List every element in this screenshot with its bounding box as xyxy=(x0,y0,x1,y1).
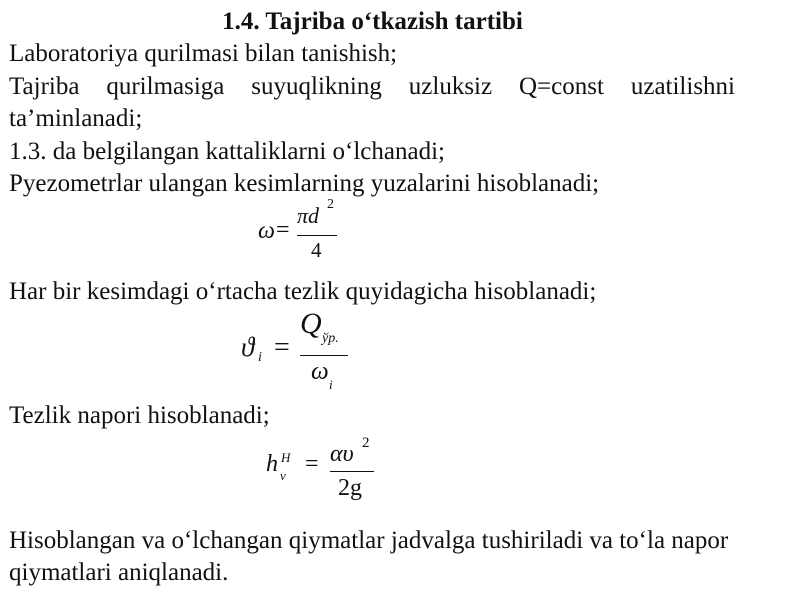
step-line-9: qiymatlari aniqlanadi. xyxy=(9,559,229,586)
head-formula-lhs-subscript: ν xyxy=(280,468,286,483)
area-formula-numerator: πd xyxy=(297,203,320,228)
velocity-formula-denominator: ω xyxy=(311,358,329,385)
step-line-7: Tezlik napori hisoblanadi; xyxy=(9,402,270,429)
area-formula-lhs: ω xyxy=(258,218,275,244)
head-formula-fraction-bar xyxy=(330,471,374,472)
area-formula-fraction-bar xyxy=(297,235,337,236)
step-line-2: Tajriba qurilmasiga suyuqlikning uzluksiz Q=const uzatilishni xyxy=(9,73,735,100)
step-line-4: 1.3. da belgilangan kattaliklarni o‘lchanadi; xyxy=(9,138,445,165)
step-line-8: Hisoblangan va o‘lchangan qiymatlar jadvalga tushiriladi va to‘la napor xyxy=(9,527,729,554)
head-formula-lhs: h xyxy=(266,451,278,477)
step-line-5: Pyezometrlar ulangan kesimlarning yuzalarini hisoblanadi; xyxy=(9,170,600,197)
velocity-formula-equals: = xyxy=(274,332,290,363)
head-formula-denominator: 2g xyxy=(338,475,362,501)
velocity-formula-lhs-subscript: i xyxy=(258,350,262,365)
area-formula-equals: = xyxy=(276,217,290,243)
area-formula-numerator-exponent: 2 xyxy=(327,197,334,212)
step-line-6: Har bir kesimdagi o‘rtacha tezlik quyidagicha hisoblanadi; xyxy=(9,278,597,305)
velocity-formula-lhs: ϑ xyxy=(241,332,255,362)
head-formula-numerator-exponent: 2 xyxy=(362,435,370,451)
section-title: 1.4. Tajriba o‘tkazish tartibi xyxy=(222,8,523,35)
head-formula-numerator: αυ xyxy=(330,441,354,467)
step-line-1: Laboratoriya qurilmasi bilan tanishish; xyxy=(9,40,398,67)
velocity-formula-denominator-subscript: i xyxy=(329,377,333,392)
area-formula-denominator: 4 xyxy=(311,238,322,262)
velocity-formula-numerator: Q xyxy=(300,307,322,340)
velocity-formula-numerator-subscript: ўр. xyxy=(322,331,339,346)
head-formula-lhs-superscript: H xyxy=(281,450,291,465)
step-line-3: ta’minlanadi; xyxy=(9,105,143,132)
head-formula-equals: = xyxy=(305,451,319,477)
velocity-formula-fraction-bar xyxy=(300,355,348,356)
